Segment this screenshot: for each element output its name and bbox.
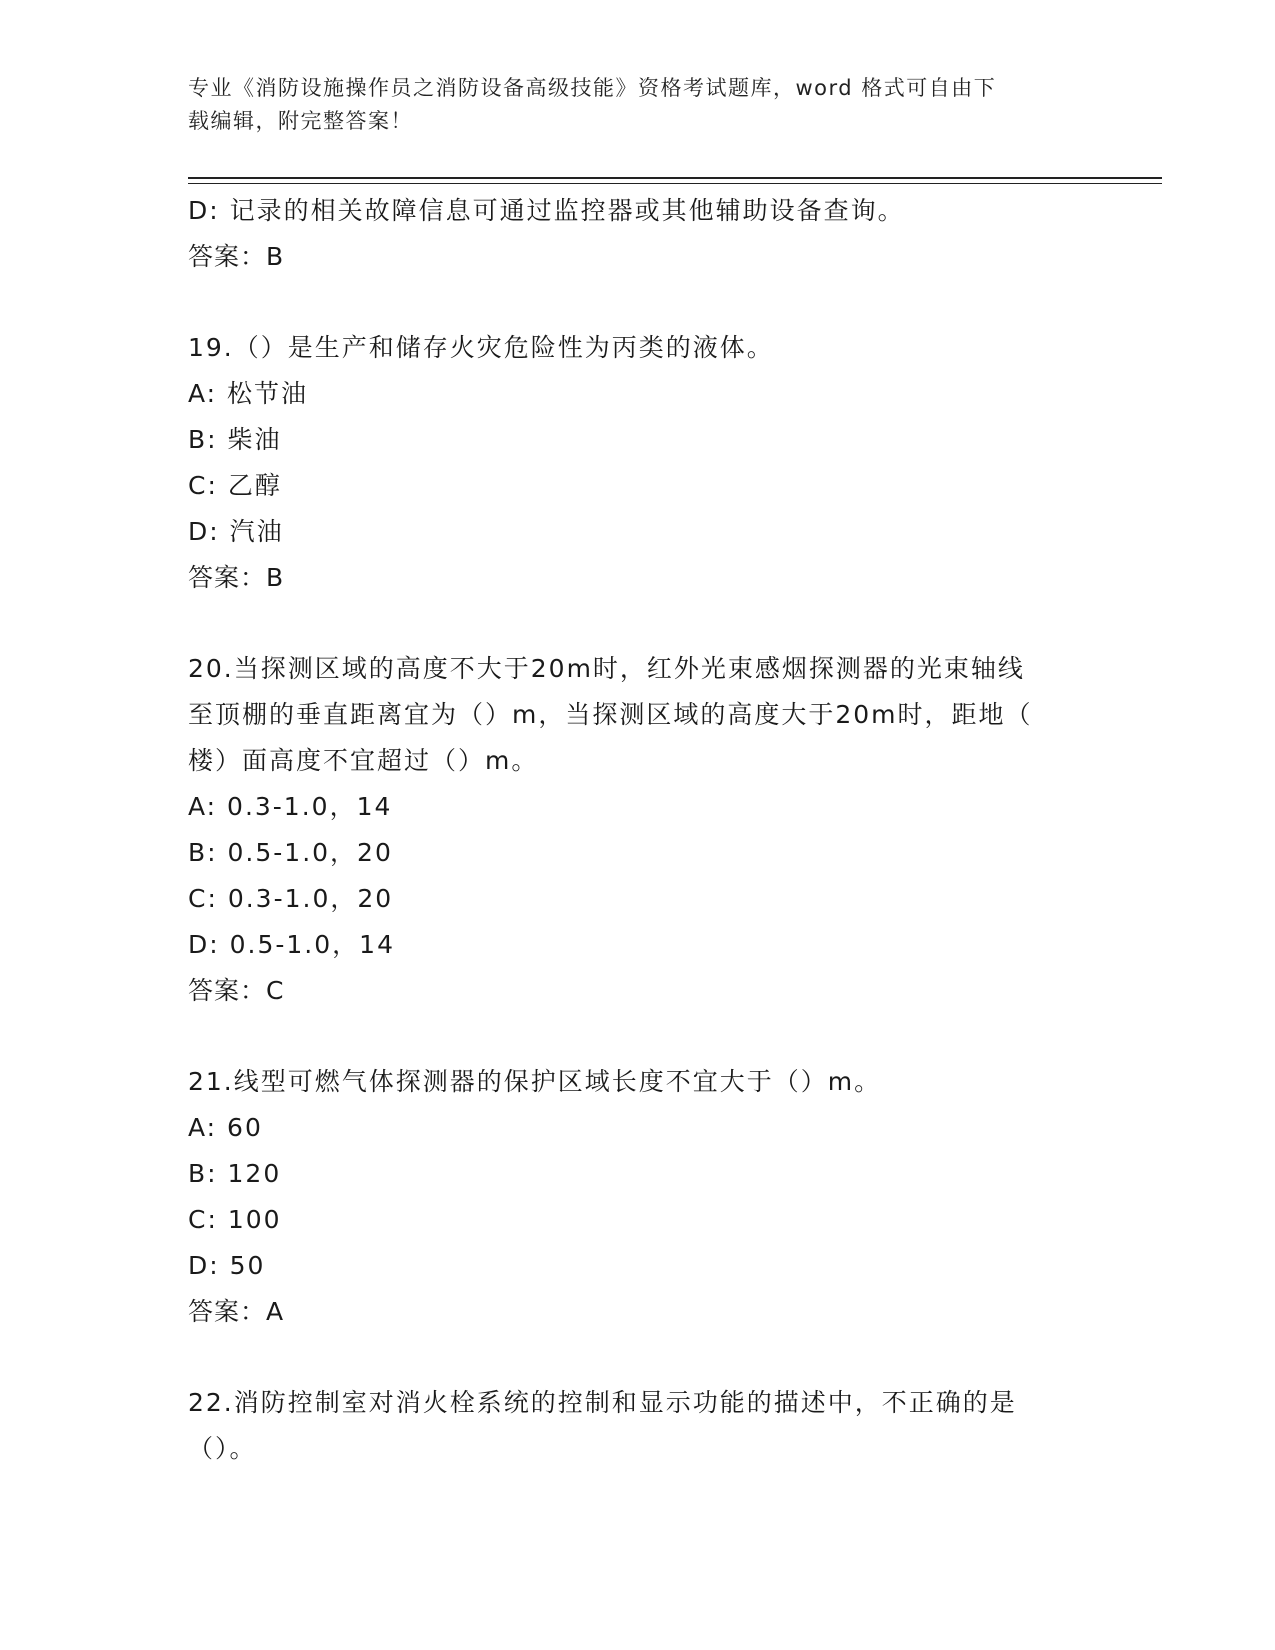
question-21-option-a: A: 60 <box>188 1113 263 1142</box>
prev-question-answer: 答案：B <box>188 242 285 271</box>
question-20 <box>188 646 1088 1014</box>
header-divider-thick <box>188 177 1162 179</box>
page-header <box>188 72 1078 138</box>
question-19 <box>188 325 1088 601</box>
question-22-text-line-2: （）。 <box>188 1434 257 1463</box>
question-19-option-b: B: 柴油 <box>188 425 282 454</box>
header-line-2: 载编辑，附完整答案！ <box>188 109 413 133</box>
question-21-text: 21.线型可燃气体探测器的保护区域长度不宜大于（）m。 <box>188 1067 882 1096</box>
question-20-option-c: C: 0.3-1.0，20 <box>188 884 394 913</box>
header-divider-thin <box>188 183 1162 184</box>
question-19-answer: 答案：B <box>188 563 285 592</box>
question-19-option-c: C: 乙醇 <box>188 471 282 500</box>
question-20-text-line-3: 楼）面高度不宜超过（）m。 <box>188 746 539 775</box>
question-21 <box>188 1059 1088 1335</box>
question-list <box>188 188 1088 1472</box>
prev-question-option-d: D: 记录的相关故障信息可通过监控器或其他辅助设备查询。 <box>188 196 905 225</box>
question-20-text-line-1: 20.当探测区域的高度不大于20m时，红外光束感烟探测器的光束轴线 <box>188 654 1025 683</box>
question-21-answer: 答案：A <box>188 1297 285 1326</box>
question-20-option-d: D: 0.5-1.0，14 <box>188 930 395 959</box>
question-22 <box>188 1380 1088 1472</box>
spacer <box>188 280 1088 325</box>
header-line-1: 专业《消防设施操作员之消防设备高级技能》资格考试题库，word 格式可自由下 <box>188 76 997 100</box>
question-20-option-a: A: 0.3-1.0，14 <box>188 792 393 821</box>
question-22-text-line-1: 22.消防控制室对消火栓系统的控制和显示功能的描述中，不正确的是 <box>188 1388 1017 1417</box>
spacer <box>188 1014 1088 1059</box>
question-19-option-d: D: 汽油 <box>188 517 284 546</box>
question-20-answer: 答案：C <box>188 976 285 1005</box>
question-19-text: 19.（）是生产和储存火灾危险性为丙类的液体。 <box>188 333 774 362</box>
question-21-option-c: C: 100 <box>188 1205 282 1234</box>
spacer <box>188 1335 1088 1380</box>
question-20-option-b: B: 0.5-1.0，20 <box>188 838 393 867</box>
spacer <box>188 601 1088 646</box>
question-21-option-d: D: 50 <box>188 1251 266 1280</box>
question-21-option-b: B: 120 <box>188 1159 282 1188</box>
question-20-text-line-2: 至顶棚的垂直距离宜为（）m，当探测区域的高度大于20m时，距地（ <box>188 700 1033 729</box>
question-19-option-a: A: 松节油 <box>188 379 309 408</box>
